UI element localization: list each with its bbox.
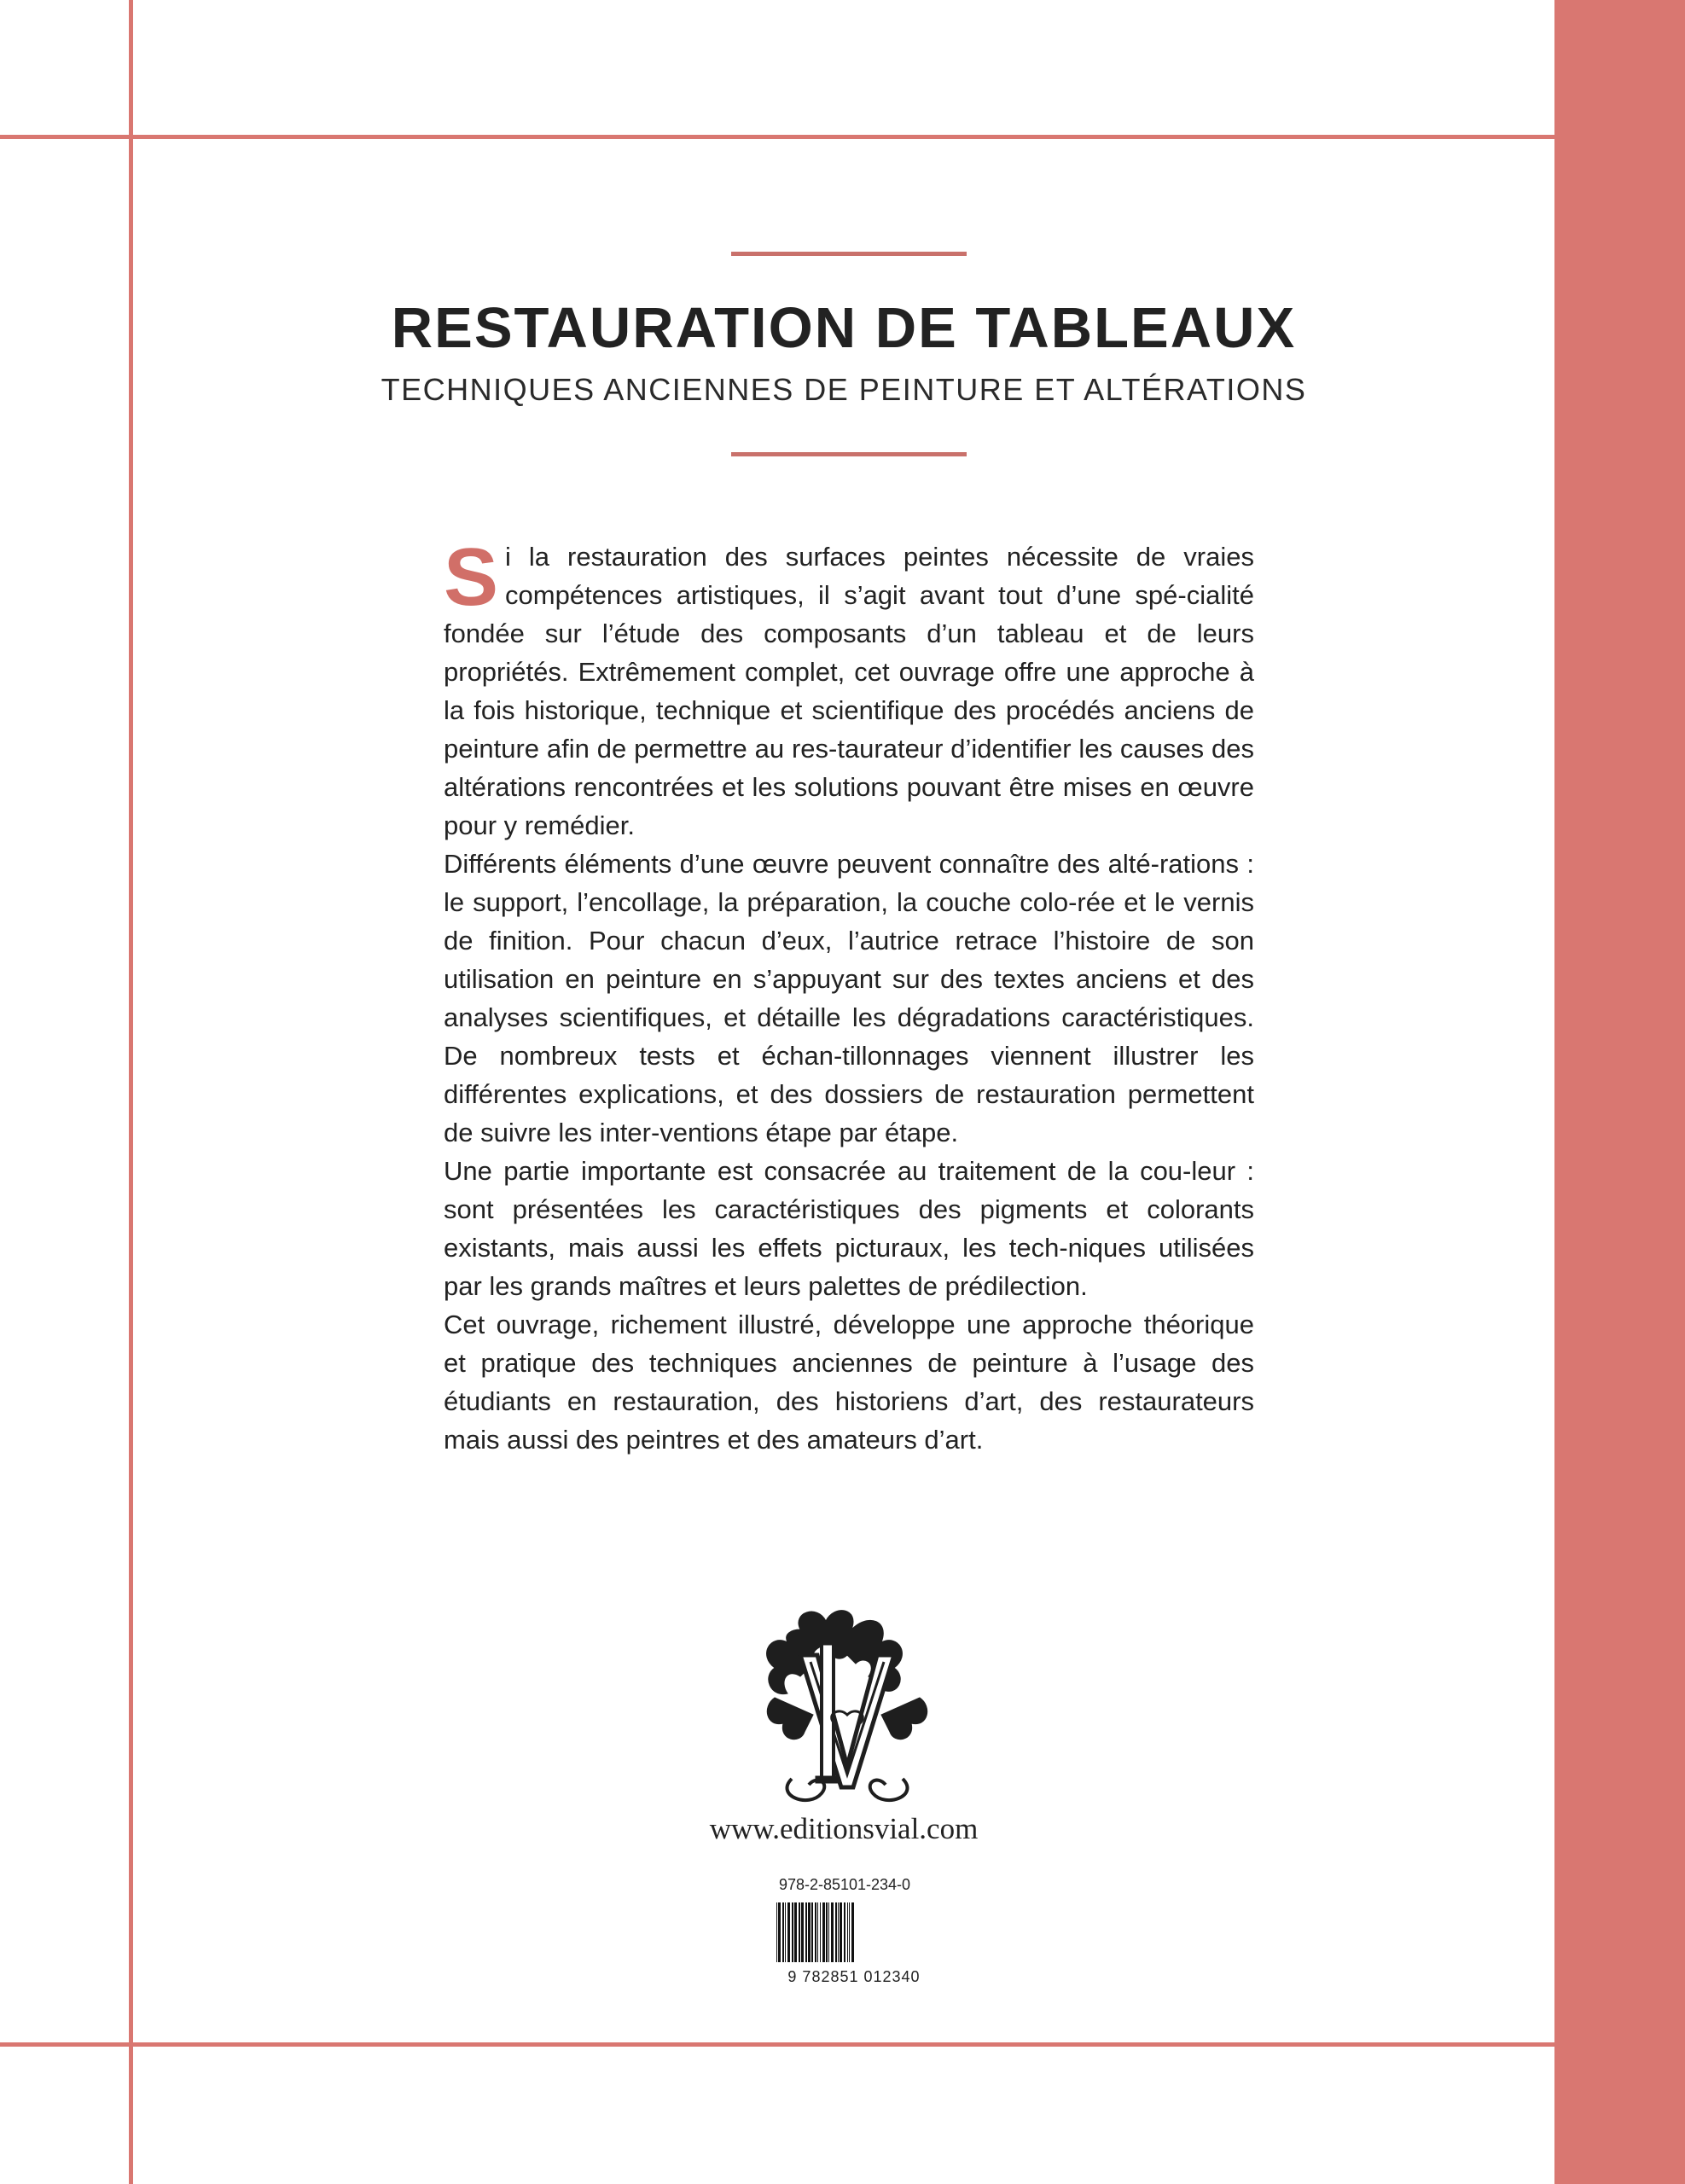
barcode-bar (799, 1902, 800, 1962)
blurb-paragraph-1 (444, 531, 1254, 845)
barcode-bar (847, 1902, 848, 1962)
blurb-paragraph-3: Une partie importante est consacrée au traitement de la cou-leur : sont présentées les caractéristiques des pigments et colorants existants, mais aussi les effets picturaux, les tech-niques utilisées par les grands maîtres et leurs palettes de prédilection. (444, 1156, 1254, 1301)
barcode-bar (817, 1902, 818, 1962)
title-rule-bottom (731, 452, 967, 456)
blurb-paragraph-1-text: i la restauration des surfaces peintes nécessite de vraies compétences artistiques, il s’agit avant tout d’une spé-cialité fondée sur l’étude des composants d’un tableau et de leurs propriétés. Extrêmement complet, cet ouvrage offre une approche à la fois historique, technique et scientifique des procédés anciens de peinture afin de permettre au res-taurateur d’identifier les causes des altérations rencontrées et les solutions pouvant être mises en œuvre pour y remédier. (444, 542, 1254, 840)
barcode-bar (844, 1902, 845, 1962)
monogram-v-logo-icon (741, 1595, 954, 1809)
barcode-bar (794, 1902, 797, 1962)
dropcap-letter: S (444, 531, 499, 623)
barcode-bar (792, 1902, 793, 1962)
blurb-paragraph-2: Différents éléments d’une œuvre peuvent connaître des alté-rations : le support, l’encollage, la préparation, la couche colo-rée et le vernis de finition. Pour chacun d’eux, l’autrice retrace l’histoire de son utilisation en peinture en s’appuyant sur des textes anciens et des analyses scientifiques, et détaille les dégradations caractéristiques. De nombreux tests et échan-tillonnages viennent illustrer les différentes explications, et des dossiers de restauration permettent de suivre les inter-ventions étape par étape. (444, 849, 1254, 1147)
frame-line-top (0, 135, 1554, 139)
barcode-bar (835, 1902, 837, 1962)
barcode-bar (782, 1902, 784, 1962)
barcode-bar (826, 1902, 828, 1962)
barcode-bar (811, 1902, 813, 1962)
barcode-bar (840, 1902, 842, 1962)
isbn-label: 978-2-85101-234-0 (778, 1876, 911, 1893)
blurb-paragraph-4: Cet ouvrage, richement illustré, développe une approche théorique et pratique des techniques anciennes de peinture à l’usage des étudiants en restauration, des historiens d’art, des restaurateurs mais aussi des peintres et des amateurs d’art. (444, 1310, 1254, 1455)
barcode-bar (801, 1902, 804, 1962)
title-rule-top (731, 252, 967, 256)
barcode (773, 1901, 935, 1964)
barcode-bar (785, 1902, 786, 1962)
back-cover-blurb (444, 531, 1254, 1459)
barcode-digits: 9 782851 012340 (787, 1968, 921, 1985)
barcode-bar (828, 1902, 829, 1962)
barcode-bar (787, 1902, 790, 1962)
barcode-bar (822, 1902, 825, 1962)
barcode-bar (849, 1902, 850, 1962)
frame-line-bottom (0, 2042, 1554, 2047)
barcode-bar (776, 1902, 777, 1962)
barcode-bar (851, 1902, 854, 1962)
barcode-bar (778, 1902, 781, 1962)
book-subtitle: TECHNIQUES ANCIENNES DE PEINTURE ET ALTÉRATIONS (381, 372, 1307, 407)
barcode-bar (805, 1902, 807, 1962)
barcode-bar (808, 1902, 811, 1962)
barcode-bar (815, 1902, 816, 1962)
publisher-website: www.editionsvial.com (709, 1812, 979, 1845)
barcode-bar (838, 1902, 839, 1962)
barcode-bar (831, 1902, 834, 1962)
spine-band (1554, 0, 1685, 2184)
barcode-bar (820, 1902, 821, 1962)
book-title: RESTAURATION DE TABLEAUX (391, 296, 1297, 360)
